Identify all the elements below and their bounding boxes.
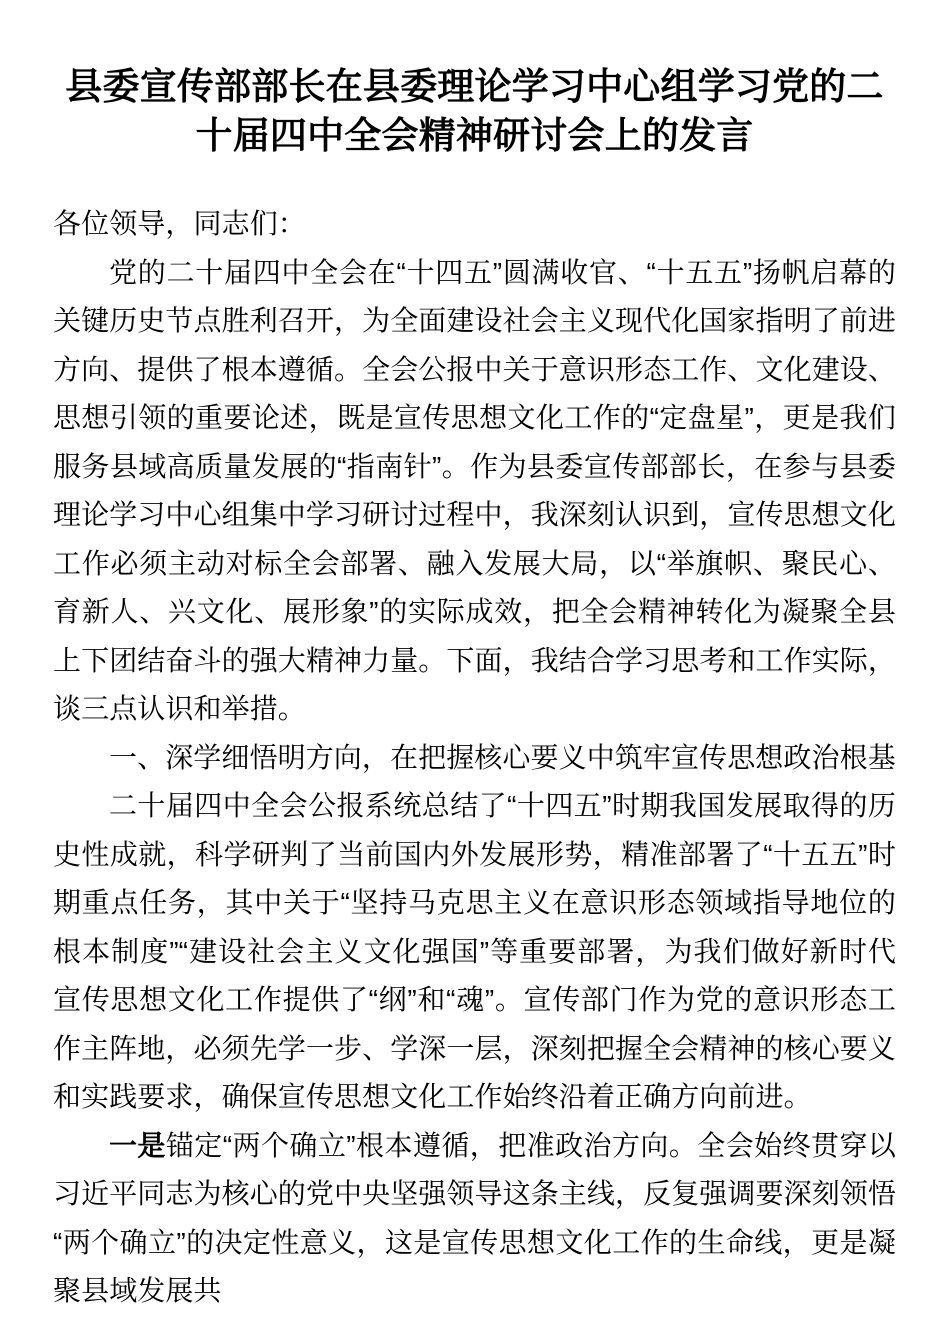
section-heading-one: 一、深学细悟明方向，在把握核心要义中筑牢宣传思想政治根基: [109, 741, 896, 773]
title-body-spacer: [53, 160, 896, 200]
point-one-text: 锚定“两个确立”根本遵循，把准政治方向。全会始终贯穿以习近平同志为核心的党中央坚强领导这条主线，反复强调要深刻领悟“两个确立”的决定性意义，这是宣传思想文化工作的生命线，更是凝聚县域发展共: [53, 1129, 897, 1306]
salutation-line: 各位领导，同志们：: [53, 208, 306, 239]
paragraph-opening: 党的二十届四中全会在“十四五”圆满收官、“十五五”扬帆启幕的关键历史节点胜利召开，为全面建设社会主义现代化国家指明了前进方向、提供了根本遵循。全会公报中关于意识形态工作、文化建设、思想引领的重要论述，既是宣传思想文化工作的“定盘星”，更是我们服务县域高质量发展的“指南针”。作为县委宣传部部长，在参与县委理论学习中心组集中学习研讨过程中，我深刻认识到，宣传思想文化工作必须主动对标全会部署、融入发展大局，以“举旗帜、聚民心、育新人、兴文化、展形象”的实际成效，把全会精神转化为凝聚全县上下团结奋斗的强大精神力量。下面，我结合学习思考和工作实际，谈三点认识和举措。: [53, 256, 897, 724]
paragraph-section-one-body: 二十届四中全会公报系统总结了“十四五”时期我国发展取得的历史性成就，科学研判了当前国内外发展形势，精准部署了“十五五”时期重点任务，其中关于“坚持马克思主义在意识形态领域指导地位的根本制度”“建设社会主义文化强国”等重要部署，为我们做好新时代宣传思想文化工作提供了“纲”和“魂”。宣传部门作为党的意识形态工作主阵地，必须先学一步、学深一层，深刻把握全会精神的核心要义和实践要求，确保宣传思想文化工作始终沿着正确方向前进。: [53, 790, 897, 1112]
point-one-bold-lead: 一是: [109, 1129, 166, 1161]
paragraph-point-one: [53, 1122, 896, 1316]
page-title: 县委宣传部部长在县委理论学习中心组学习党的二十届四中全会精神研讨会上的发言: [65, 66, 884, 156]
document-body: [53, 0, 896, 1316]
